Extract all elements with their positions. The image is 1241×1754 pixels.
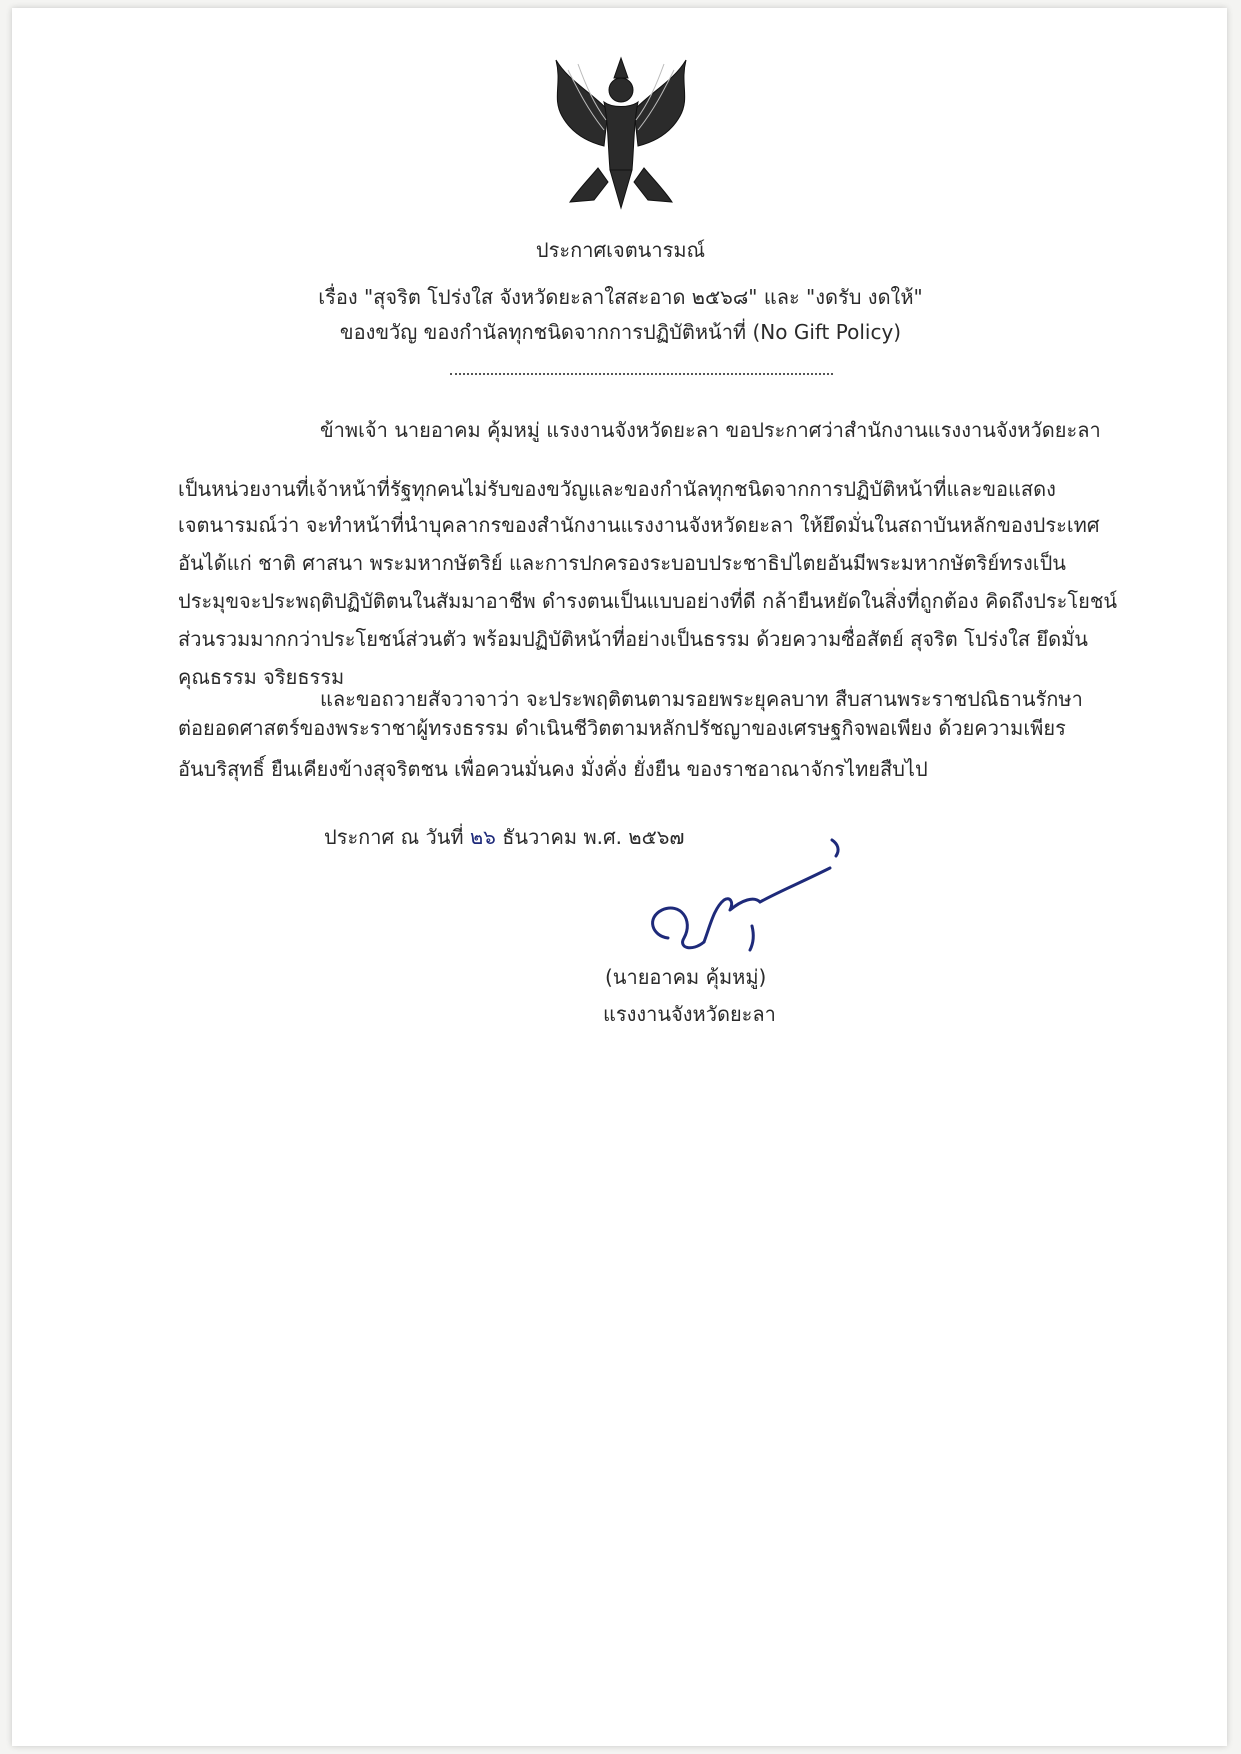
subject-line-2: ของขวัญ ของกำนัลทุกชนิดจากการปฏิบัติหน้าที่ (No Gift Policy) [339,320,902,344]
dateline-rest: ธันวาคม พ.ศ. ๒๕๖๗ [502,825,685,849]
signatory-name: (นายอาคม คุ้มหมู่) [605,965,767,989]
dateline-day: ๒๖ [469,825,496,849]
body-line: ต่อยอดศาสตร์ของพระราชาผู้ทรงธรรม ดำเนินชีวิตตามหลักปรัชญาของเศรษฐกิจพอเพียง ด้วยความเพียร [178,716,1066,740]
body-line: เจตนารมณ์ว่า จะทำหน้าที่นำบุคลากรของสำนักงานแรงงานจังหวัดยะลา ให้ยึดมั่นในสถาบันหลักของประเทศ [178,513,1100,537]
body-line: ข้าพเจ้า นายอาคม คุ้มหมู่ แรงงานจังหวัดยะลา ขอประกาศว่าสำนักงานแรงงานจังหวัดยะลา [320,418,1101,442]
body-line: คุณธรรม จริยธรรม [178,665,345,689]
dateline-prefix: ประกาศ ณ วันที่ [324,825,464,849]
document-page [12,8,1227,1746]
body-line: อันบริสุทธิ์ ยืนเคียงข้างสุจริตชน เพื่อควนมั่นคง มั่งคั่ง ยั่งยืน ของราชอาณาจักรไทยสืบไป [178,757,928,781]
body-line: ส่วนรวมมากกว่าประโยชน์ส่วนตัว พร้อมปฏิบัติหน้าที่อย่างเป็นธรรม ด้วยความซื่อสัตย์ สุจริต โปร่งใส ยึดมั่น [178,627,1088,651]
dateline [324,824,684,851]
signatory-position: แรงงานจังหวัดยะลา [603,1002,776,1026]
garuda-emblem-icon [548,50,694,210]
announcement-title: ประกาศเจตนารมณ์ [535,238,706,262]
body-line: และขอถวายสัจวาจาว่า จะประพฤติตนตามรอยพระยุคลบาท สืบสานพระราชปณิธานรักษา [320,687,1083,711]
body-line: ประมุขจะประพฤติปฏิบัติตนในสัมมาอาชีพ ดำรงตนเป็นแบบอย่างที่ดี กล้ายืนหยัดในสิ่งที่ถูกต้อง คิดถึงประโยชน์ [178,589,1118,613]
body-line: อันได้แก่ ชาติ ศาสนา พระมหากษัตริย์ และการปกครองระบอบประชาธิปไตยอันมีพระมหากษัตริย์ทรงเป็น [178,551,1066,575]
dotted-divider [450,373,833,375]
subject-line-1: เรื่อง "สุจริต โปร่งใส จังหวัดยะลาใสสะอาด ๒๕๖๘" และ "งดรับ งดให้" [318,285,923,309]
body-line: เป็นหน่วยงานที่เจ้าหน้าที่รัฐทุกคนไม่รับของขวัญและของกำนัลทุกชนิดจากการปฏิบัติหน้าที่และขอแสดง [178,477,1056,501]
